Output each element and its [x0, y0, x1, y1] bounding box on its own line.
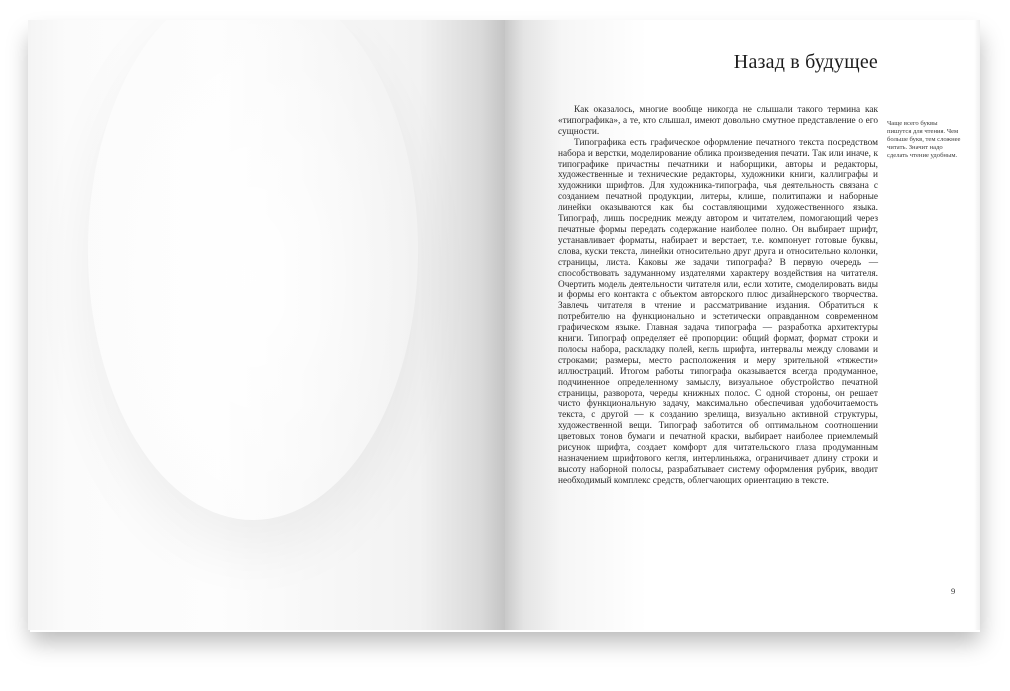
paragraph-main: Типографика есть графическое оформление печатного текста посредством набора и верстки, моделирование облика произведения печати. Так или иначе, к типографике причастны печатники и наборщики, авторы и редакторы, художественные и технические редакторы, художники книги, каллиграфы и художники шрифтов. Для художника-типографа, чья деятельность связана с созданием печатной продукции, литеры, клише, политипажи и наборные линейки оказываются как бы составляющими художественного языка. Типограф, лишь посредник между автором и читателем, помогающий через печатные формы передать содержание наиболее полно. Он выбирает шрифт, устанавливает форматы, набирает и верстает, т.е. компонует готовые буквы, слова, куски текста, линейки относительно друг друга и относительно колонки, страницы, листа. Каковы же задачи типографа? В первую очередь — способствовать задуманному издателями характеру воздействия на читателя. Очертить модель деятельности читателя или, если хотите, смоделировать виды и формы его контакта с объектом авторского плюс дизайнерского творчества. Завлечь читателя в чтение и рассматривание издания. Обратиться к потребителю на функционально и эстетически оправданном современном графическом языке. Главная задача типографа — разработка архитектуры книги. Типограф определяет её пропорции: общий формат, формат строки и полосы набора, раскладку полей, кегль шрифта, интервалы между словами и строками; размеры, место расположения и меру зрительной «тяжести» иллюстраций. Итогом работы типографа оказывается всегда продуманное, подчиненное определенному замыслу, визуальное обустройство печатной страницы, разворота, череды книжных полос. С одной стороны, он решает чисто функциональную задачу, максимально обеспечивая удобочитаемость текста, с другой — к созданию зрелища, визуально активной структуры, художественной вещи. Типограф заботится об оптимальном соотношении цветовых тонов бумаги и печатной краски, выбирает наиболее приемлемый рисунок шрифта, создает комфорт для читательского глаза продуманным назначением шрифтового кегля, интерлиньяжа, ограничивает длину строки и высоту наборной полосы, разрабатывает систему оформления рубрик, вводит необходимый комплекс средств, облегчающих ориентацию в тексте. — [558, 137, 878, 486]
body-text — [558, 105, 878, 487]
margin-note: Чаще всего буквы пишутся для чтения. Чем больше букв, тем сложнее читать. Значит надо сделать чтение удобным. — [887, 120, 961, 160]
paragraph-intro: Как оказалось, многие вообще никогда не слышали такого термина как «типографика», а те, кто слышал, имеют довольно смутное представление о его сущности. — [558, 105, 878, 137]
right-page — [505, 20, 980, 630]
left-page — [28, 20, 505, 630]
page-title: Назад в будущее — [733, 51, 878, 73]
page-number: 9 — [951, 586, 956, 596]
